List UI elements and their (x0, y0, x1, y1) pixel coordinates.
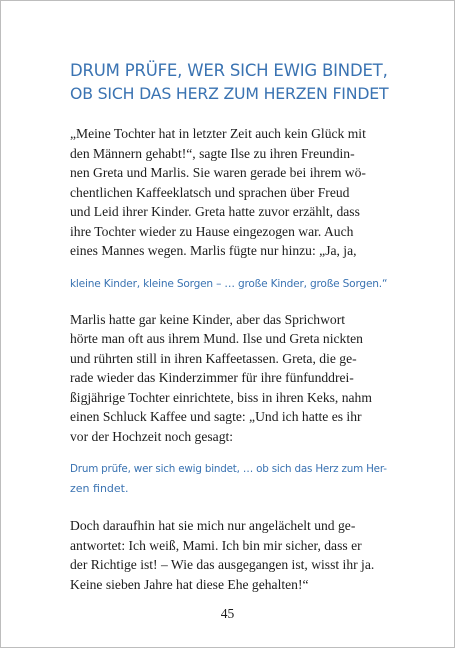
chapter-heading-line-1: DRUM PRÜFE, WER SICH EWIG BINDET, (70, 61, 388, 80)
text-line: ihre Tochter wieder zu Hause eingezogen war. Auch (70, 223, 354, 239)
text-line: den Männern gehabt!“, sagte Ilse zu ihren Freundin- (70, 145, 355, 161)
text-line: antwortet: Ich weiß, Mami. Ich bin mir sicher, dass er (70, 537, 362, 553)
page-content (70, 59, 388, 594)
page-number: 45 (220, 606, 235, 621)
text-line: chentlichen Kaffeeklatsch und sprachen über Freud (70, 184, 350, 200)
text-line: Doch daraufhin hat sie mich nur angelächelt und ge- (70, 518, 356, 533)
quote-1 (70, 275, 388, 294)
quote-2 (70, 460, 388, 498)
text-line: nen Greta und Marlis. Sie waren gerade bei ihrem wö- (70, 165, 366, 180)
quote-line: Drum prüfe, wer sich ewig bindet, … ob sich das Herz zum Her- (70, 463, 387, 475)
text-line: hörte man oft aus ihrem Mund. Ilse und Greta nickten (70, 331, 363, 346)
text-line: rade wieder das Kinderzimmer für ihre fünfunddrei- (70, 370, 354, 385)
text-line: und rührten still in ihren Kaffeetassen. Greta, die ge- (70, 350, 357, 366)
text-line: vor der Hochzeit noch gesagt: (70, 428, 234, 444)
quote-line: kleine Kinder, kleine Sorgen – … große Kinder, große Sorgen.“ (70, 277, 388, 290)
text-line: der Richtige ist! – Wie das ausgegangen ist, wisst ihr ja. (70, 557, 375, 572)
text-line: ßigjährige Tochter einrichtete, biss in ihren Keks, nahm (70, 389, 372, 405)
paragraph-3 (70, 516, 388, 594)
text-line: einen Schluck Kaffee und sagte: „Und ich hatte es ihr (70, 409, 362, 424)
paragraph-1 (70, 124, 388, 261)
text-line: Keine sieben Jahre hat diese Ehe gehalten!“ (70, 576, 309, 592)
paragraph-2 (70, 310, 388, 447)
text-line: eines Mannes wegen. Marlis fügte nur hinzu: „Ja, ja, (70, 243, 357, 258)
chapter-heading (70, 59, 388, 105)
text-line: „Meine Tochter hat in letzter Zeit auch kein Glück mit (70, 126, 366, 141)
text-line: und Leid ihrer Kinder. Greta hatte zuvor erzählt, dass (70, 204, 360, 219)
chapter-heading-line-2: OB SICH DAS HERZ ZUM HERZEN FINDET (70, 84, 389, 103)
text-line: Marlis hatte gar keine Kinder, aber das Sprichwort (70, 311, 346, 327)
quote-line: zen findet. (70, 482, 129, 495)
